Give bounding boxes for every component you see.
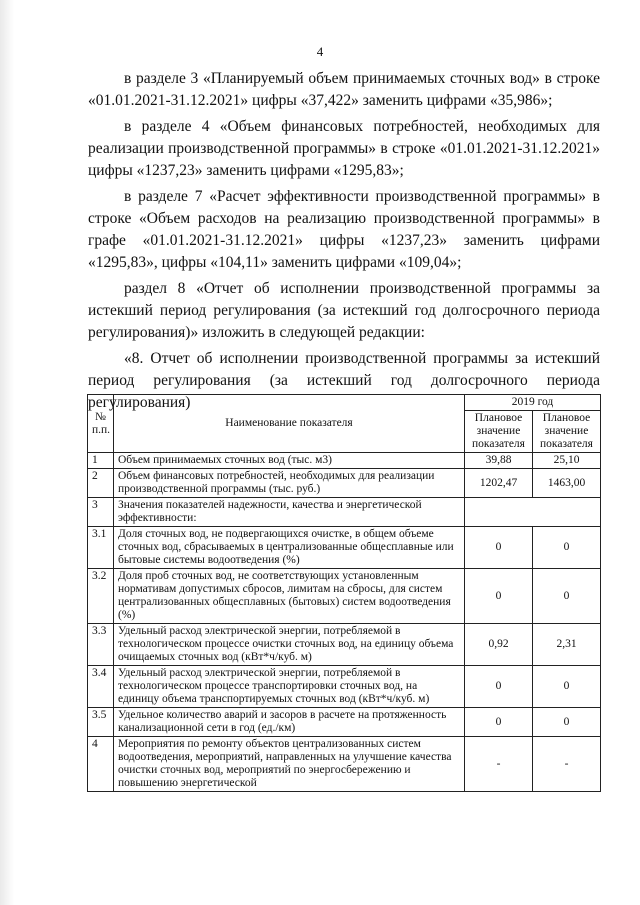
row-actual: 1463,00: [533, 469, 601, 498]
row-plan: 0: [465, 666, 533, 708]
row-actual: 0: [533, 708, 601, 737]
table-row: [88, 569, 601, 624]
row-plan: 39,88: [465, 453, 533, 469]
row-num: 3.3: [88, 624, 114, 666]
row-num: 3.4: [88, 666, 114, 708]
row-name: Доля проб сточных вод, не соответствующих установленным нормативам допустимых сбросов, лимитам на сбросы, для систем централизованных общесплавных (бытовых) систем водоотведения (%): [114, 569, 465, 624]
row-name: Значения показателей надежности, качества и энергетической эффективности:: [114, 498, 465, 527]
table-row: [88, 624, 601, 666]
row-actual: -: [533, 737, 601, 792]
paragraph-section-4: в разделе 4 «Объем финансовых потребностей, необходимых для реализации производственной программы» в строке «01.01.2021-31.12.2021» цифры «1237,23» заменить цифрами «1295,83»;: [88, 118, 600, 179]
row-num: 3: [88, 498, 114, 527]
paragraph-section-7: в разделе 7 «Расчет эффективности производственной программы» в строке «Объем расходов на реализацию производственной программы» в графе «01.01.2021-31.12.2021» цифры «1237,23» заменить цифрами «1295,83», цифры «104,11» заменить цифрами «109,04»;: [88, 188, 600, 271]
row-plan: -: [465, 737, 533, 792]
row-name: Объем принимаемых сточных вод (тыс. м3): [114, 453, 465, 469]
table-row: [88, 666, 601, 708]
row-actual: 0: [533, 527, 601, 569]
page-number: 4: [316, 44, 324, 59]
table-header-row: [88, 395, 601, 411]
row-actual: 2,31: [533, 624, 601, 666]
paragraph-section-3: в разделе 3 «Планируемый объем принимаемых сточных вод» в строке «01.01.2021-31.12.2021» цифры «37,422» заменить цифрами «35,986»;: [88, 70, 600, 109]
row-name: Удельный расход электрической энергии, потребляемой в технологическом процессе транспортировки сточных вод, на единицу объема транспортируемых сточных вод (кВт*ч/куб. м): [114, 666, 465, 708]
row-plan: 1202,47: [465, 469, 533, 498]
row-num: 3.2: [88, 569, 114, 624]
table-row: [88, 737, 601, 792]
section-8-heading: «8. Отчет об исполнении производственной программы за истекший период регулирования (за истекший год долгосрочного периода регулирования): [88, 350, 600, 411]
row-plan: 0: [465, 527, 533, 569]
row-name: Удельный расход электрической энергии, потребляемой в технологическом процессе очистки сточных вод, на единицу объема очищаемых сточных вод (кВт*ч/куб. м): [114, 624, 465, 666]
header-plan: Плановое значение показателя: [465, 411, 533, 453]
row-num: 1: [88, 453, 114, 469]
header-year: 2019 год: [465, 395, 601, 411]
paragraph-section-8: раздел 8 «Отчет об исполнении производственной программы за истекший период регулирования (за истекший год долгосрочного периода регулирования)» изложить в следующей редакции:: [88, 280, 600, 341]
header-actual: Плановое значение показателя: [533, 411, 601, 453]
row-num: 4: [88, 737, 114, 792]
table-row: [88, 498, 601, 527]
table-row: [88, 469, 601, 498]
row-plan: 0: [465, 708, 533, 737]
row-num: 3.5: [88, 708, 114, 737]
row-name: Удельное количество аварий и засоров в расчете на протяженность канализационной сети в год (ед./км): [114, 708, 465, 737]
row-num: 2: [88, 469, 114, 498]
amendments-text: [88, 68, 600, 414]
row-name: Доля сточных вод, не подвергающихся очистке, в общем объеме сточных вод, сбрасываемых в централизованные общесплавные или бытовые системы водоотведения (%): [114, 527, 465, 569]
row-actual: 25,10: [533, 453, 601, 469]
header-num: № п.п.: [88, 395, 114, 453]
row-plan: 0,92: [465, 624, 533, 666]
table-row: [88, 453, 601, 469]
row-num: 3.1: [88, 527, 114, 569]
table-row: [88, 527, 601, 569]
row-actual: 0: [533, 569, 601, 624]
row-plan: 0: [465, 569, 533, 624]
table-row: [88, 708, 601, 737]
indicators-table: [87, 394, 601, 792]
binding-edge: [0, 0, 14, 905]
header-name: Наименование показателя: [114, 395, 465, 453]
row-name: Мероприятия по ремонту объектов централизованных систем водоотведения, мероприятий, направленных на улучшение качества очистки сточных вод, мероприятий по энергосбережению и повышению энергетической: [114, 737, 465, 792]
row-values-empty: [465, 498, 601, 527]
row-name: Объем финансовых потребностей, необходимых для реализации производственной программы (тыс. руб.): [114, 469, 465, 498]
row-actual: 0: [533, 666, 601, 708]
